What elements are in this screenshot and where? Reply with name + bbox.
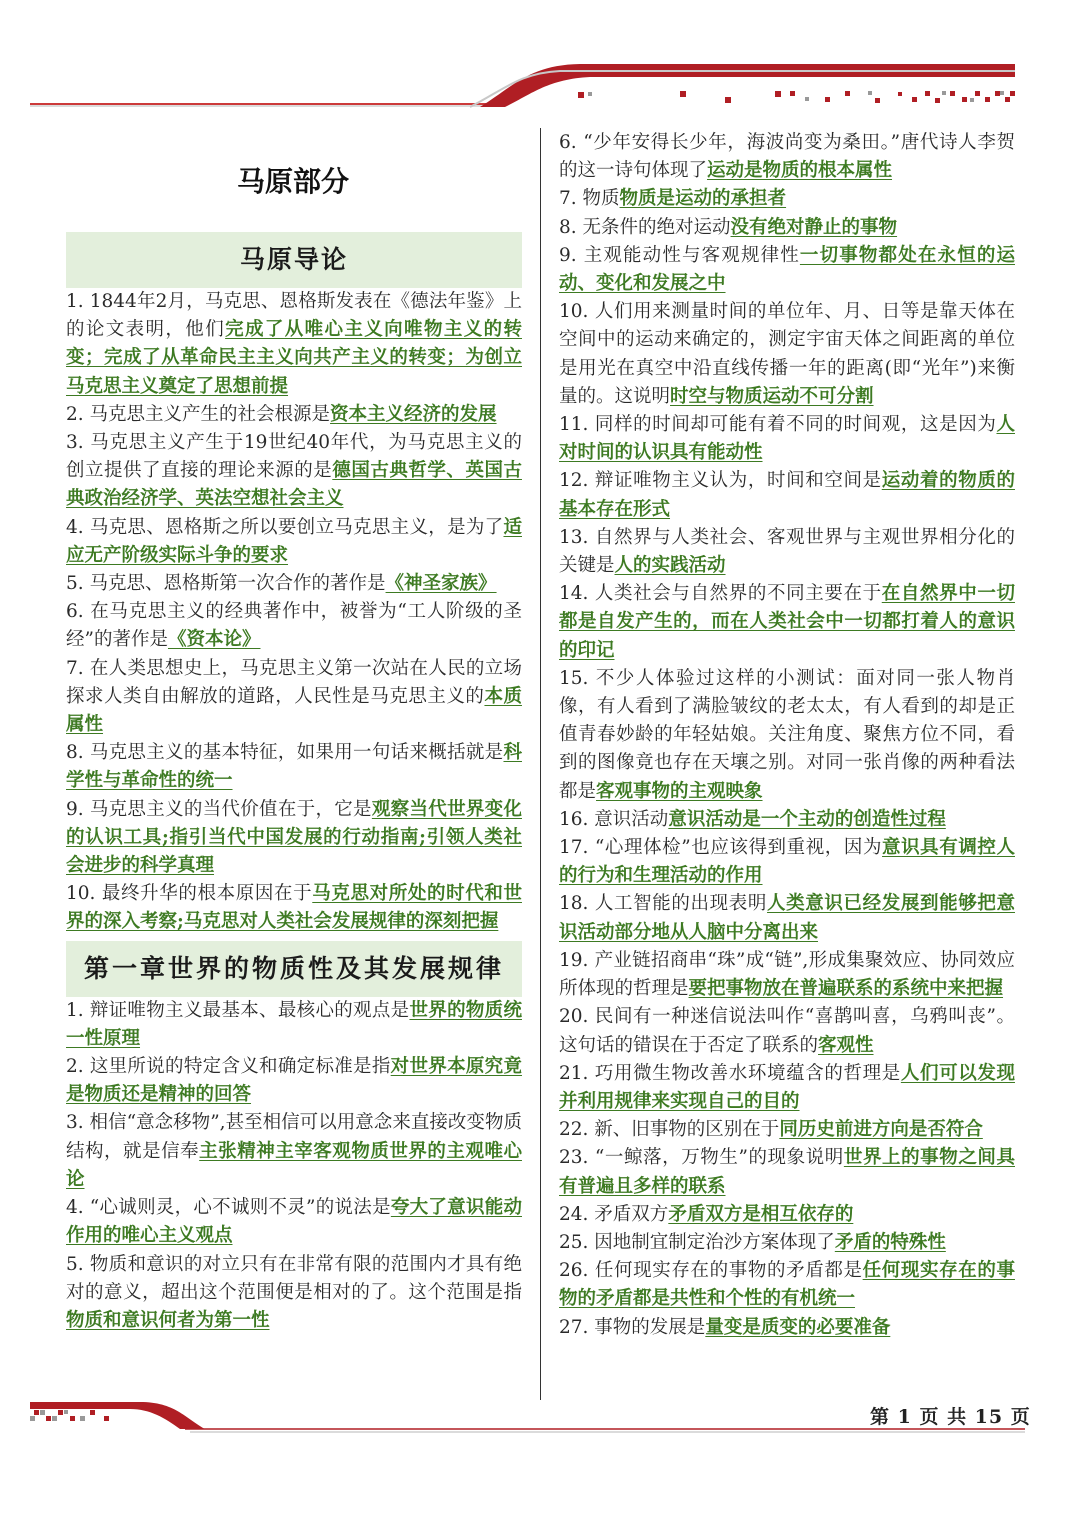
answer-text: 物质是运动的承担者 (619, 188, 787, 210)
list-item (559, 665, 1015, 806)
list-item (559, 1257, 1015, 1313)
list-item (559, 890, 1015, 946)
answer-text: 适应无产阶级实际斗争的要求 (66, 516, 522, 566)
list-item (559, 298, 1015, 411)
list-item (559, 411, 1015, 467)
answer-text: 完成了从唯心主义向唯物主义的转变；完成了从革命民主主义向共产主义的转变；为创立马克思主义奠定了思想前提 (66, 319, 522, 397)
list-item (559, 1201, 1015, 1229)
list-item (559, 129, 1015, 185)
answer-text: 时空与物质运动不可分割 (670, 385, 874, 407)
answer-text: 人的实践活动 (614, 555, 726, 577)
chapter1-list-right (559, 129, 1015, 1342)
question-text: 10. 人们用来测量时间的单位年、月、日等是靠天体在空间中的运动来确定的，测定宇宙天体之间距离的单位是用光在真空中沿直线传播一年的距离(即“光年”)来衡量的。这说明 (559, 301, 1015, 407)
answer-text: 运动着的物质的基本存在形式 (559, 470, 1015, 520)
question-text: 20. 民间有一种迷信说法叫作“喜鹊叫喜，乌鸦叫丧”。这句话的错误在于否定了联系的 (559, 1006, 1015, 1056)
answer-text: 运动是物质的根本属性 (707, 160, 893, 182)
answer-text: 世界上的事物之间具有普遍且多样的联系 (559, 1147, 1015, 1197)
question-text: 24. 矛盾双方 (559, 1203, 669, 1225)
question-text: 26. 任何现实存在的事物的矛盾都是 (559, 1260, 863, 1282)
answer-text: 本质属性 (66, 685, 522, 736)
question-text: 6. “少年安得长少年，海波尚变为桑田。”唐代诗人李贺的这一诗句体现了 (559, 132, 1015, 182)
question-text: 25. 因地制宜制定治沙方案体现了 (559, 1231, 835, 1253)
list-item (66, 655, 522, 740)
question-text: 1. 1844年2月，马克思、恩格斯发表在《德法年鉴》上的论文表明，他们 (66, 291, 522, 341)
answer-text: 一切事物都处在永恒的运动、变化和发展之中 (559, 244, 1015, 295)
section-heading-chapter1: 第一章世界的物质性及其发展规律 (66, 941, 522, 997)
answer-text: 意识具有调控人的行为和生理活动的作用 (559, 837, 1015, 887)
question-text: 14. 人类社会与自然界的不同主要在于 (559, 583, 882, 605)
answer-text: 观察当代世界变化的认识工具;指引当代中国发展的行动指南;引领人类社会进步的科学真理 (66, 798, 522, 877)
list-item (66, 739, 522, 795)
question-text: 9. 马克思主义的当代价值在于，它是 (66, 798, 372, 820)
question-text: 4. 马克思、恩格斯之所以要创立马克思主义，是为了 (66, 516, 504, 538)
question-text: 9. 主观能动性与客观规律性 (559, 244, 800, 266)
question-text: 19. 产业链招商串“珠”成“链”,形成集聚效应、协同效应所体现的哲理是 (559, 949, 1015, 1000)
answer-text: 意识活动是一个主动的创造性过程 (668, 808, 946, 830)
list-item (66, 796, 522, 881)
question-text: 7. 物质 (559, 188, 620, 210)
answer-text: 客观性 (818, 1034, 874, 1056)
question-text: 17. “心理体检”也应该得到重视，因为 (559, 837, 883, 859)
list-item (559, 1116, 1015, 1144)
question-text: 15. 不少人体验过这样的小测试：面对同一张人物肖像，有人看到了满脸皱纹的老太太，有人看到的却是正值青春妙龄的年轻姑娘。关注角度、聚焦方位不同，看到的图像竟也存在天壤之别。对同一张肖像的两种看法都是 (559, 667, 1015, 802)
list-item (66, 1109, 522, 1194)
answer-text: 《资本论》 (167, 629, 261, 651)
answer-text: 夸大了意识能动作用的唯心主义观点 (66, 1197, 522, 1247)
question-text: 2. 马克思主义产生的社会根源是 (66, 403, 331, 425)
question-text: 7. 在人类思想史上，马克思主义第一次站在人民的立场探求人类自由解放的道路，人民性是马克思主义的 (66, 657, 522, 707)
list-item (66, 570, 522, 598)
question-text: 3. 相信“意念移物”,甚至相信可以用意念来直接改变物质结构，就是信奉 (66, 1112, 522, 1162)
answer-text: 主张精神主宰客观物质世界的主观唯心论 (66, 1140, 522, 1190)
question-text: 18. 人工智能的出现表明 (559, 893, 768, 915)
answer-text: 人们可以发现并利用规律来实现自己的目的 (559, 1062, 1015, 1112)
answer-text: 没有绝对静止的事物 (730, 216, 898, 238)
question-text: 3. 马克思主义产生于19世纪40年代，为马克思主义的创立提供了直接的理论来源的是 (66, 432, 522, 482)
answer-text: 马克思对所处的时代和世界的深入考察;马克思对人类社会发展规律的深刻把握 (66, 883, 522, 933)
column-divider (540, 128, 541, 1400)
list-item (559, 834, 1015, 890)
answer-text: 在自然界中一切都是自发产生的，而在人类社会中一切都打着人的意识的印记 (559, 583, 1015, 661)
left-column (66, 160, 522, 1335)
list-item (66, 1053, 522, 1109)
list-item (66, 514, 522, 570)
answer-text: 《神圣家族》 (385, 573, 497, 595)
chapter1-list-left (66, 997, 522, 1335)
list-item (66, 598, 522, 654)
section-heading-intro: 马原导论 (66, 232, 522, 288)
list-item (559, 185, 1015, 213)
answer-text: 矛盾的特殊性 (834, 1231, 946, 1253)
page-title: 马原部分 (236, 165, 349, 198)
question-text: 12. 辩证唯物主义认为，时间和空间是 (559, 470, 882, 492)
question-text: 21. 巧用微生物改善水环境蕴含的哲理是 (559, 1062, 901, 1084)
list-item (559, 1229, 1015, 1257)
question-text: 13. 自然界与人类社会、客观世界与主观世界相分化的关键是 (559, 526, 1015, 577)
list-item (559, 947, 1015, 1003)
list-item (559, 1060, 1015, 1116)
list-item (66, 1251, 522, 1336)
list-item (559, 242, 1015, 298)
list-item (559, 1003, 1015, 1059)
question-text: 16. 意识活动 (559, 808, 669, 830)
question-text: 27. 事物的发展是 (559, 1316, 706, 1338)
question-text: 22. 新、旧事物的区别在于 (559, 1119, 780, 1141)
answer-text: 德国古典哲学、英国古典政治经济学、英法空想社会主义 (66, 460, 522, 510)
list-item (66, 288, 522, 401)
question-text: 10. 最终升华的根本原因在于 (66, 883, 313, 905)
list-item (66, 429, 522, 514)
question-text: 8. 马克思主义的基本特征，如果用一句话来概括就是 (66, 742, 504, 764)
list-item (559, 806, 1015, 834)
list-item (66, 401, 522, 429)
question-text: 23. “一鲸落，万物生”的现象说明 (559, 1147, 844, 1169)
list-item (559, 214, 1015, 242)
list-item (559, 467, 1015, 523)
list-item (559, 1314, 1015, 1342)
answer-text: 矛盾双方是相互依存的 (668, 1203, 854, 1225)
answer-text: 人类意识已经发展到能够把意识活动部分地从人脑中分离出来 (559, 893, 1015, 943)
question-text: 1. 辩证唯物主义最基本、最核心的观点是 (66, 999, 410, 1021)
list-item (66, 880, 522, 936)
intro-list (66, 288, 522, 937)
question-text: 5. 马克思、恩格斯第一次合作的著作是 (66, 573, 386, 595)
question-text: 11. 同样的时间却可能有着不同的时间观，这是因为 (559, 414, 997, 436)
list-item (66, 1194, 522, 1250)
question-text: 2. 这里所说的特定含义和确定标准是指 (66, 1056, 391, 1078)
answer-text: 客观事物的主观映象 (596, 780, 763, 802)
answer-text: 物质和意识何者为第一性 (66, 1309, 270, 1331)
answer-text: 任何现实存在的事物的矛盾都是共性和个性的有机统一 (559, 1260, 1015, 1310)
answer-text: 人对时间的认识具有能动性 (559, 414, 1015, 464)
right-column (559, 129, 1015, 1342)
answer-text: 对世界本原究竟是物质还是精神的回答 (66, 1056, 522, 1106)
answer-text: 量变是质变的必要准备 (705, 1316, 891, 1338)
list-item (559, 580, 1015, 665)
question-text: 6. 在马克思主义的经典著作中，被誉为“工人阶级的圣经”的著作是 (66, 601, 522, 651)
list-item (66, 997, 522, 1053)
answer-text: 要把事物放在普遍联系的系统中来把握 (688, 978, 1004, 1000)
page-number: 第 1 页 共 15 页 (870, 1406, 1031, 1428)
question-text: 4. “心诚则灵，心不诚则不灵”的说法是 (66, 1197, 391, 1219)
question-text: 8. 无条件的绝对运动 (559, 216, 731, 238)
answer-text: 科学性与革命性的统一 (66, 742, 522, 792)
answer-text: 世界的物质统一性原理 (66, 999, 522, 1049)
question-text: 5. 物质和意识的对立只有在非常有限的范围内才具有绝对的意义，超出这个范围便是相对的了。这个范围是指 (66, 1253, 522, 1303)
answer-text: 同历史前进方向是否符合 (779, 1119, 983, 1141)
answer-text: 资本主义经济的发展 (330, 403, 497, 425)
header-decoration (0, 55, 1080, 115)
list-item (559, 524, 1015, 580)
list-item (559, 1144, 1015, 1200)
